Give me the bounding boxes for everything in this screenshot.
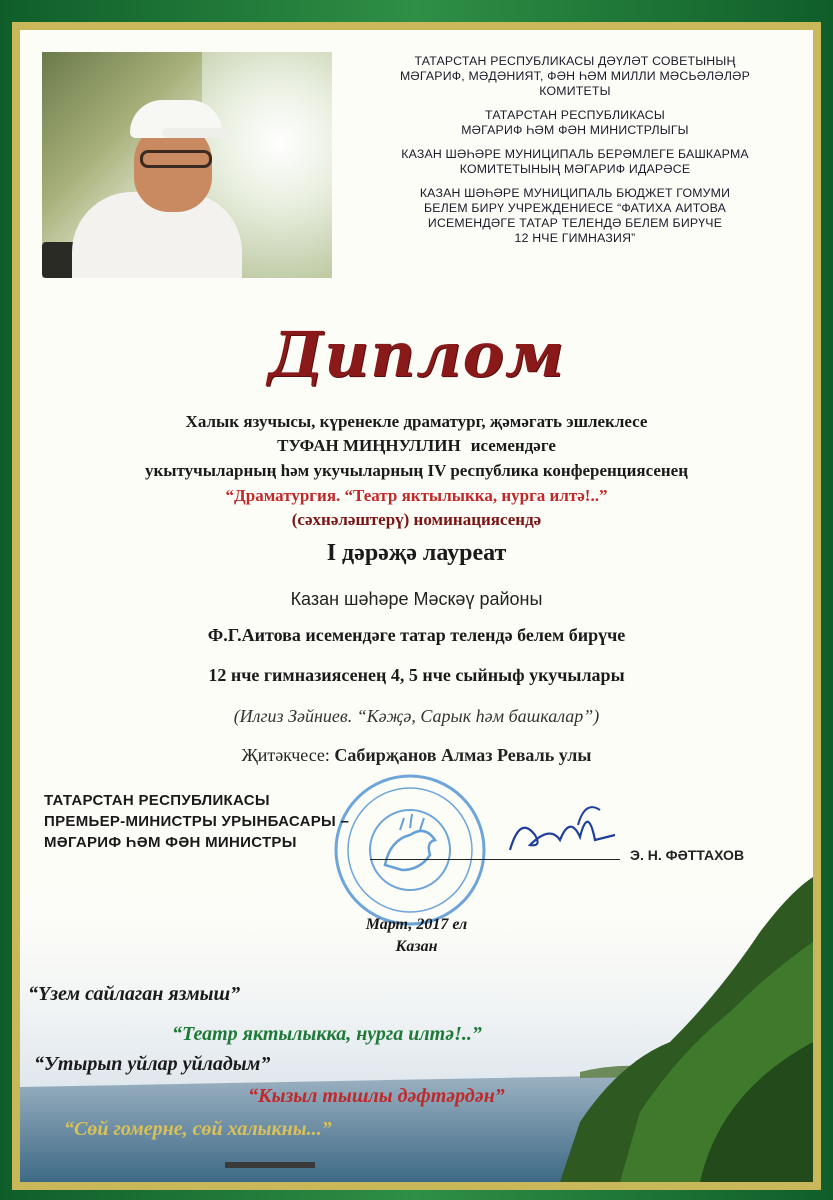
- honoree-name: ТУФАН МИҢНУЛЛИН: [277, 436, 461, 455]
- official-seal: [330, 770, 490, 930]
- issuer-block: КАЗАН ШӘҺӘРЕ МУНИЦИПАЛЬ БЮДЖЕТ ГОМУМИ БЕЛЕМ БИРҮ УЧРЕЖДЕНИЕСЕ “ФАТИХА АИТОВА ИСЕМЕНДӘГЕ ТАТАР ТЕЛЕНДӘ БЕЛЕМ БИРҮЧЕ 12 НЧЕ ГИМНАЗИЯ”: [419, 186, 731, 245]
- quote-5: “Сөй гомерне, сөй халыкны...”: [64, 1118, 332, 1140]
- signer-name: Э. Н. ФӘТТАХОВ: [630, 847, 745, 863]
- conference-text: укытучыларның һәм укучыларның IV республика конференциясенең: [144, 461, 689, 480]
- issuer-block: КАЗАН ШӘҺӘРЕ МУНИЦИПАЛЬ БЕРӘМЛЕГЕ БАШКАРМА КОМИТЕТЫНЫҢ МӘГАРИФ ИДАРӘСЕ: [401, 147, 749, 176]
- quote-3: “Утырып уйлар уйладым”: [34, 1053, 271, 1075]
- work-title: (Илгиз Зәйниев. “Кәҗә, Сарык һәм башкалар”): [233, 706, 600, 726]
- city-district: Казан шәһәре Мәскәү районы: [290, 589, 543, 609]
- quote-1: “Үзем сайлаган язмыш”: [28, 983, 241, 1005]
- issue-date: Март, 2017 ел: [365, 916, 468, 933]
- nomination-line-2: (сәхнәләштерү) номинациясендә: [291, 510, 542, 529]
- honoree-line: [20, 436, 813, 456]
- signature: [500, 795, 620, 865]
- award-degree: I дәрәҗә лауреат: [326, 540, 507, 566]
- school-line-1: Ф.Г.Аитова исемендәге татар телендә белем бирүче: [207, 625, 626, 645]
- minister-title: ТАТАРСТАН РЕСПУБЛИКАСЫ ПРЕМЬЕР-МИНИСТРЫ УРЫНБАСАРЫ – МӘГАРИФ ҺӘМ ФӘН МИНИСТРЫ: [44, 792, 350, 851]
- issuer-block: ТАТАРСТАН РЕСПУБЛИКАСЫ ДӘҮЛӘТ СОВЕТЫНЫҢ МӘГАРИФ, МӘДӘНИЯТ, ФӘН ҺӘМ МИЛЛИ МӘСЬӘЛӘЛӘР КОМИТЕТЫ: [399, 54, 751, 98]
- supervisor-label: Җитәкчесе:: [241, 745, 330, 765]
- school-line-2: 12 нче гимназиясенең 4, 5 нче сыйныф укучылары: [208, 665, 625, 685]
- intro-text: Халык язучысы, күренекле драматург, җәмәгать эшлеклесе: [185, 412, 648, 431]
- certificate-paper: [20, 30, 813, 1182]
- signature-line: [370, 859, 620, 860]
- nomination-line-1: “Драматургия. “Театр яктылыкка, нурга илтә!..”: [225, 486, 608, 505]
- issue-place: Казан: [395, 938, 438, 955]
- issuer-block: ТАТАРСТАН РЕСПУБЛИКАСЫ МӘГАРИФ ҺӘМ ФӘН МИНИСТРЛЫГЫ: [461, 108, 689, 137]
- honoree-photo: [42, 52, 332, 278]
- honoree-suffix: исемендәге: [470, 436, 556, 455]
- quote-2: “Театр яктылыкка, нурга илтә!..”: [172, 1023, 482, 1045]
- supervisor-name: Сабирҗанов Алмаз Реваль улы: [334, 745, 592, 765]
- issuing-organizations: [350, 54, 800, 255]
- diploma-title: Диплом: [268, 318, 565, 391]
- quote-4: “Кызыл тышлы дәфтәрдән”: [248, 1085, 505, 1107]
- supervisor-line: [20, 745, 813, 766]
